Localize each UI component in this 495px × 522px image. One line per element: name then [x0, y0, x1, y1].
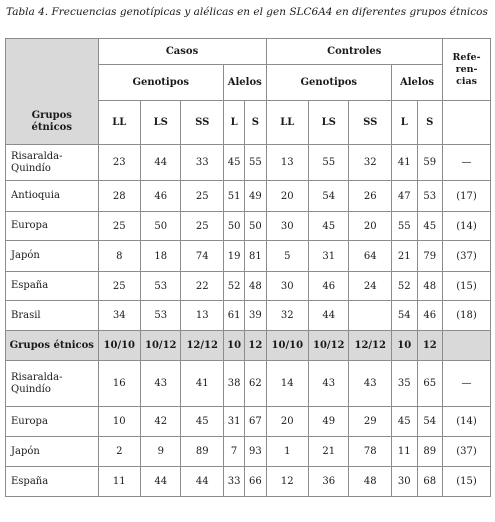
table-cell-value: 5 — [266, 241, 309, 272]
table-cell-value: 61 — [223, 301, 244, 331]
casos-header: Casos — [98, 39, 266, 65]
table-cell-value: 20 — [349, 212, 392, 241]
table-cell-value: 67 — [245, 407, 266, 437]
table-cell-value: 32 — [266, 301, 309, 331]
table-cell-value: 28 — [98, 181, 141, 212]
table-cell-value: 45 — [181, 407, 224, 437]
subheader-l-8: L — [392, 101, 418, 145]
row-group-label: Brasil — [6, 301, 99, 331]
table-cell-value: 54 — [309, 181, 349, 212]
table-cell-value: 93 — [245, 437, 266, 467]
table-cell-value: 55 — [392, 212, 418, 241]
table-cell-value: 13 — [266, 145, 309, 181]
table-cell-value: 44 — [181, 467, 224, 497]
row-group-label: Europa — [6, 212, 99, 241]
table-cell-value: 29 — [349, 407, 392, 437]
band-subheader-7: 12/12 — [349, 331, 392, 361]
table-cell-value: 44 — [309, 301, 349, 331]
table-cell-value: 34 — [98, 301, 141, 331]
referencias-blank — [443, 101, 491, 145]
table-cell-value: 42 — [141, 407, 181, 437]
table-cell-value: 25 — [181, 181, 224, 212]
table-cell-value: 43 — [309, 361, 349, 407]
table-cell-value: 7 — [223, 437, 244, 467]
table-cell-value: 38 — [223, 361, 244, 407]
table-cell-value: 47 — [392, 181, 418, 212]
table-cell-value: 36 — [309, 467, 349, 497]
table-cell-value: 54 — [392, 301, 418, 331]
band-subheader-8: 10 — [392, 331, 418, 361]
casos-alelos-header: Alelos — [223, 65, 266, 101]
table-cell-value: 20 — [266, 407, 309, 437]
table-cell-value: 25 — [181, 212, 224, 241]
table-cell-value: 35 — [392, 361, 418, 407]
table-cell-value: 10 — [98, 407, 141, 437]
table-cell-value: 48 — [417, 272, 443, 301]
table-cell-value: 46 — [309, 272, 349, 301]
band-reference-blank — [443, 331, 491, 361]
casos-genotipos-header: Genotipos — [98, 65, 223, 101]
row-reference: (37) — [443, 437, 491, 467]
row-reference: (14) — [443, 212, 491, 241]
table-cell-value: 31 — [223, 407, 244, 437]
table-cell-value: 43 — [141, 361, 181, 407]
table-cell-value: 2 — [98, 437, 141, 467]
table-cell-value: 53 — [141, 301, 181, 331]
band-subheader-3: 10 — [223, 331, 244, 361]
subheader-s-9: S — [417, 101, 443, 145]
row-reference: (15) — [443, 467, 491, 497]
table-cell-value: 49 — [309, 407, 349, 437]
controles-alelos-header: Alelos — [392, 65, 443, 101]
table-cell-value: 54 — [417, 407, 443, 437]
table-cell-value: 30 — [266, 272, 309, 301]
table-cell-value: 24 — [349, 272, 392, 301]
table-cell-value: 33 — [223, 467, 244, 497]
table-cell-value: 74 — [181, 241, 224, 272]
table-cell-value: 11 — [98, 467, 141, 497]
band-subheader-6: 10/12 — [309, 331, 349, 361]
table-cell-value: 53 — [141, 272, 181, 301]
row-group-label: Japón — [6, 241, 99, 272]
controles-genotipos-header: Genotipos — [266, 65, 391, 101]
table-cell-value: 41 — [392, 145, 418, 181]
table-cell-value: 32 — [349, 145, 392, 181]
table-cell-value: 25 — [98, 212, 141, 241]
table-cell-value: 31 — [309, 241, 349, 272]
subheader-ss-7: SS — [349, 101, 392, 145]
table-cell-value: 43 — [349, 361, 392, 407]
table-cell-value: 23 — [98, 145, 141, 181]
controles-header: Controles — [266, 39, 443, 65]
subheader-ll-5: LL — [266, 101, 309, 145]
row-group-label: España — [6, 467, 99, 497]
table-cell-value: 49 — [245, 181, 266, 212]
row-group-label: Japón — [6, 437, 99, 467]
table-cell-value: 45 — [309, 212, 349, 241]
table-cell-value: 48 — [245, 272, 266, 301]
band-subheader-4: 12 — [245, 331, 266, 361]
table-cell-value: 50 — [223, 212, 244, 241]
table-cell-value: 52 — [392, 272, 418, 301]
table-cell-value: 64 — [349, 241, 392, 272]
table-cell-value: 81 — [245, 241, 266, 272]
band-subheader-9: 12 — [417, 331, 443, 361]
table-cell-value: 68 — [417, 467, 443, 497]
band-subheader-1: 10/12 — [141, 331, 181, 361]
table-cell-value: 79 — [417, 241, 443, 272]
table-cell-value: 89 — [417, 437, 443, 467]
table-cell-value: 51 — [223, 181, 244, 212]
table-cell-value: 21 — [309, 437, 349, 467]
row-group-label: Risaralda- Quindío — [6, 145, 99, 181]
band-subheader-2: 12/12 — [181, 331, 224, 361]
table-cell-value: 25 — [98, 272, 141, 301]
table-cell-value: 39 — [245, 301, 266, 331]
grupos-etnicos-band-label: Grupos étnicos — [6, 331, 99, 361]
table-cell-value: 33 — [181, 145, 224, 181]
table-cell-value: 50 — [141, 212, 181, 241]
corner-header-cell: Grupos étnicos — [6, 39, 99, 145]
row-reference: (15) — [443, 272, 491, 301]
table-cell-value: 11 — [392, 437, 418, 467]
row-reference: (18) — [443, 301, 491, 331]
row-group-label: Europa — [6, 407, 99, 437]
table-cell-value: 52 — [223, 272, 244, 301]
table-cell-value: 46 — [141, 181, 181, 212]
row-group-label: Risaralda- Quindío — [6, 361, 99, 407]
subheader-l-3: L — [223, 101, 244, 145]
table-cell-value: 44 — [141, 467, 181, 497]
subheader-ll-0: LL — [98, 101, 141, 145]
table-cell-value: 55 — [245, 145, 266, 181]
subheader-s-4: S — [245, 101, 266, 145]
table-cell-value: 50 — [245, 212, 266, 241]
table-cell-value: 30 — [392, 467, 418, 497]
table-cell-value: 13 — [181, 301, 224, 331]
table-cell-value: 21 — [392, 241, 418, 272]
table-cell-value: 9 — [141, 437, 181, 467]
table-cell-value: 14 — [266, 361, 309, 407]
table-cell-value: 41 — [181, 361, 224, 407]
table-cell-value: 55 — [309, 145, 349, 181]
table-caption: Tabla 4. Frecuencias genotípicas y alélicas en el gen SLC6A4 en diferentes grupos étnicos — [6, 6, 488, 18]
table-cell-value: 66 — [245, 467, 266, 497]
table-cell-value: 44 — [141, 145, 181, 181]
table-cell-value: 89 — [181, 437, 224, 467]
band-subheader-0: 10/10 — [98, 331, 141, 361]
row-reference: (37) — [443, 241, 491, 272]
band-subheader-5: 10/10 — [266, 331, 309, 361]
table-cell-value: 19 — [223, 241, 244, 272]
subheader-ls-6: LS — [309, 101, 349, 145]
table-cell-value: 48 — [349, 467, 392, 497]
table-cell-value — [349, 301, 392, 331]
table-cell-value: 8 — [98, 241, 141, 272]
table-cell-value: 46 — [417, 301, 443, 331]
table-cell-value: 20 — [266, 181, 309, 212]
genotype-frequency-table — [5, 38, 491, 497]
table-cell-value: 45 — [392, 407, 418, 437]
row-reference: — — [443, 361, 491, 407]
subheader-ls-1: LS — [141, 101, 181, 145]
referencias-header: Refe- ren- cias — [443, 39, 491, 101]
subheader-ss-2: SS — [181, 101, 224, 145]
table-cell-value: 30 — [266, 212, 309, 241]
table-cell-value: 12 — [266, 467, 309, 497]
row-reference: — — [443, 145, 491, 181]
table-cell-value: 26 — [349, 181, 392, 212]
table-cell-value: 16 — [98, 361, 141, 407]
table-cell-value: 45 — [223, 145, 244, 181]
row-reference: (14) — [443, 407, 491, 437]
table-cell-value: 1 — [266, 437, 309, 467]
row-group-label: España — [6, 272, 99, 301]
table-cell-value: 45 — [417, 212, 443, 241]
row-reference: (17) — [443, 181, 491, 212]
table-cell-value: 18 — [141, 241, 181, 272]
table-cell-value: 53 — [417, 181, 443, 212]
table-cell-value: 65 — [417, 361, 443, 407]
table-cell-value: 62 — [245, 361, 266, 407]
table-cell-value: 22 — [181, 272, 224, 301]
table-cell-value: 78 — [349, 437, 392, 467]
table-cell-value: 59 — [417, 145, 443, 181]
row-group-label: Antioquia — [6, 181, 99, 212]
